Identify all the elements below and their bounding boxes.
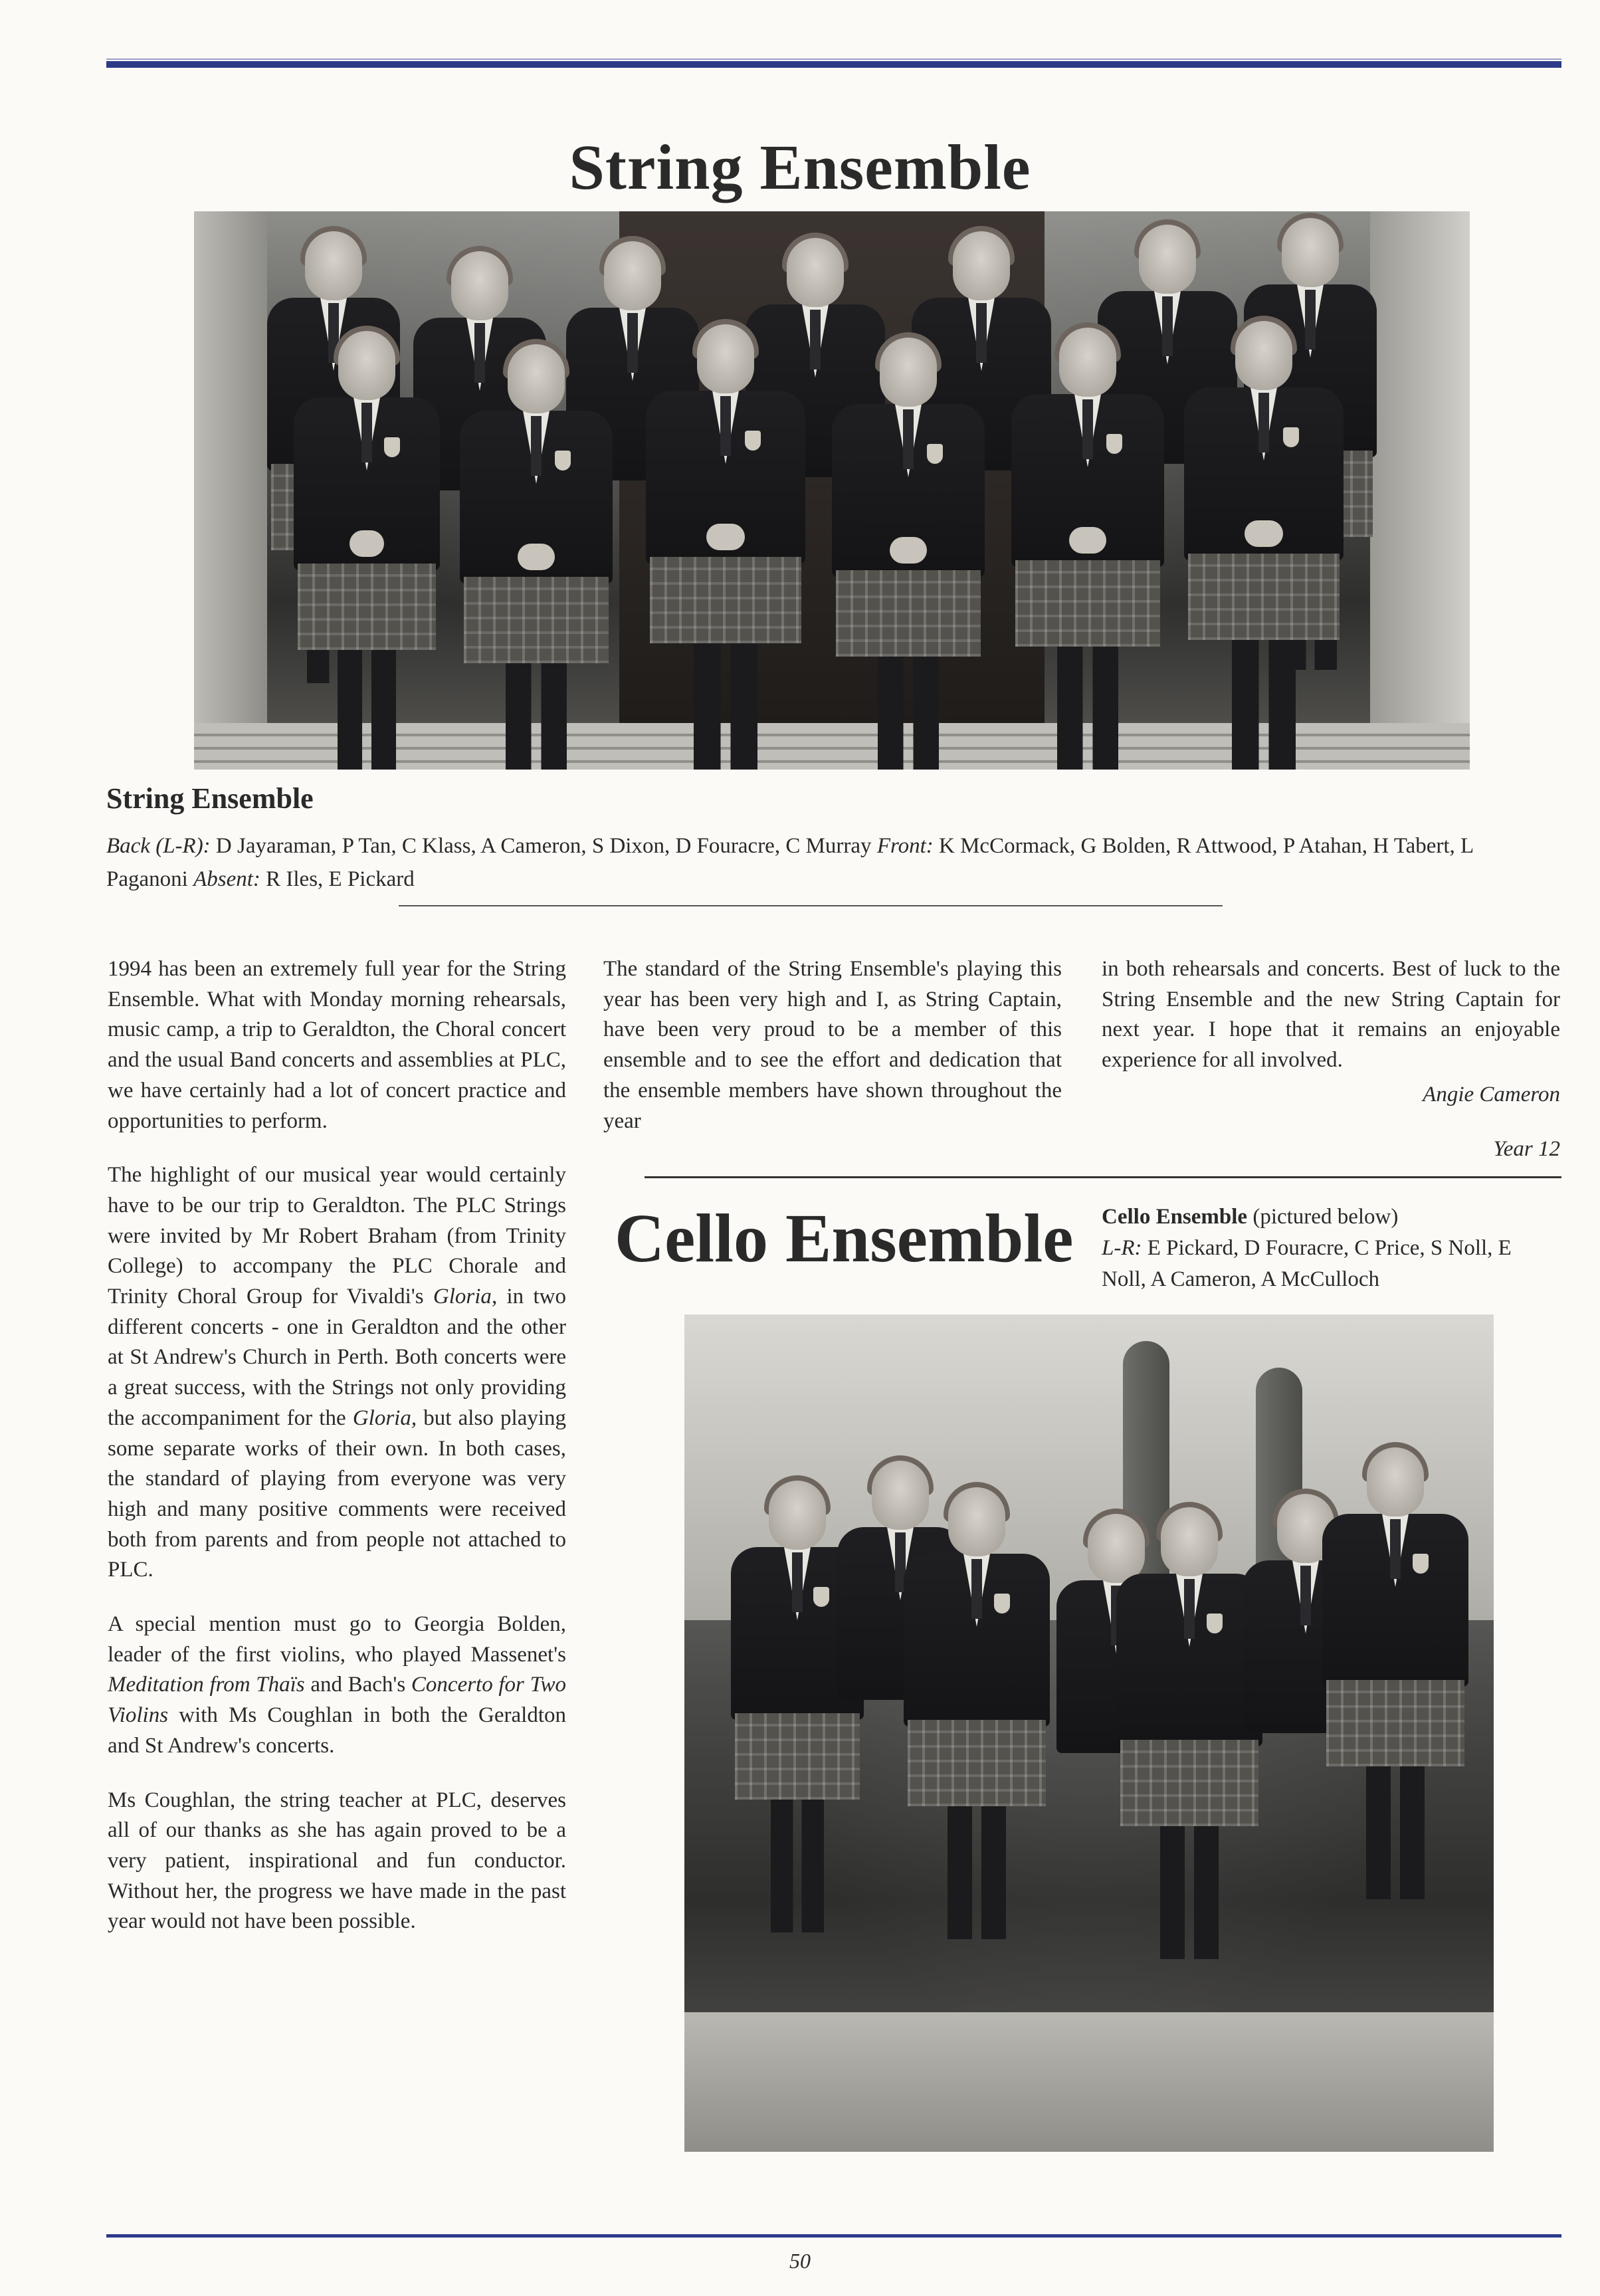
article-paragraph: [108, 1160, 566, 1586]
article-column-1: [108, 954, 566, 1961]
front-names: K McCormack, G Bolden, R Attwood, P Atahan, H Tabert, L Paganoni: [106, 834, 1473, 891]
paragraph-text: and Bach's: [310, 1673, 406, 1697]
top-rule-thin: [106, 58, 1561, 60]
section-divider: [645, 1176, 1561, 1178]
absent-names: R Iles, E Pickard: [266, 867, 415, 891]
page-number: 50: [789, 2249, 811, 2273]
article-column-3: [1102, 954, 1560, 1188]
back-names: D Jayaraman, P Tan, C Klass, A Cameron, S Dixon, D Fouracre, C Murray: [215, 834, 872, 858]
author-name: Angie Cameron: [1423, 1082, 1560, 1106]
paragraph-text: A special mention must go to Georgia Bolden, leader of the first violins, who played Massenet's: [108, 1612, 566, 1667]
author-year: Year 12: [1493, 1136, 1560, 1161]
work-title: Gloria,: [352, 1406, 417, 1430]
cello-caption-title: Cello Ensemble: [1102, 1205, 1248, 1229]
photo-pillar-left: [194, 211, 267, 770]
article-paragraph: 1994 has been an extremely full year for the String Ensemble. What with Monday morning rehearsals, music camp, a trip to Geraldton, the Choral concert and the usual Band concerts and assemblies at PLC, we have certainly had a lot of concert practice and opportunities to perform.: [108, 957, 566, 1133]
photo-pillar-right: [1370, 211, 1470, 770]
cello-caption: [1102, 1201, 1560, 1295]
front-label: Front:: [876, 834, 934, 858]
string-caption-title: String Ensemble: [106, 782, 314, 815]
cello-caption-label: L-R:: [1102, 1236, 1142, 1260]
paragraph-text: The highlight of our musical year would certainly have to be our trip to Geraldton. The PLC Strings were invited by Mr Robert Braham (from Trinity College) to accompany the PLC Chorale and Trinity Choral Group for Vivaldi's: [108, 1163, 566, 1309]
caption-divider: [399, 905, 1223, 906]
photo-ground: [684, 2012, 1494, 2152]
top-rule: [106, 61, 1561, 68]
article-paragraph: The standard of the String Ensemble's playing this year has been very high and I, as String Captain, have been very proud to be a member of this ensemble and to see the effort and dedication that the ensemble members have shown throughout the year: [603, 957, 1062, 1133]
cello-caption-note: (pictured below): [1252, 1205, 1399, 1229]
article-paragraph: in both rehearsals and concerts. Best of luck to the String Ensemble and the new String Captain for next year. I hope that it remains an enjoyable experience for all involved.: [1102, 957, 1560, 1073]
cello-ensemble-title: Cello Ensemble: [615, 1200, 1074, 1277]
cello-caption-names: E Pickard, D Fouracre, C Price, S Noll, E Noll, A Cameron, A McCulloch: [1102, 1236, 1512, 1291]
paragraph-text: with Ms Coughlan in both the Geraldton and St Andrew's concerts.: [108, 1703, 566, 1758]
cello-ensemble-photo: [684, 1314, 1494, 2152]
work-title: Meditation from Thaïs: [108, 1673, 305, 1697]
article-paragraph: Ms Coughlan, the string teacher at PLC, deserves all of our thanks as she has again proved to be a very patient, inspirational and fun conductor. Without her, the progress we have made in the past year would not have been possible.: [108, 1788, 566, 1934]
article-paragraph: [108, 1610, 566, 1762]
article-column-2: [603, 954, 1062, 1160]
work-title: Concerto for Two Violins: [108, 1673, 566, 1728]
string-caption-names: [106, 829, 1555, 896]
work-title: Gloria: [433, 1285, 492, 1309]
paragraph-text: but also playing some separate works of their own. In both cases, the standard of playing from everyone was very high and many positive comments were received both from parents and from people not attached to PLC.: [108, 1406, 567, 1582]
back-label: Back (L-R):: [106, 834, 211, 858]
absent-label: Absent:: [193, 867, 260, 891]
bottom-rule: [106, 2234, 1561, 2238]
paragraph-text: , in two different concerts - one in Geraldton and the other at St Andrew's Church in Perth. Both concerts were a great success, with the Strings not only providing the accompaniment for the: [108, 1285, 566, 1430]
page-title: String Ensemble: [569, 132, 1031, 203]
string-ensemble-photo: [194, 211, 1470, 770]
